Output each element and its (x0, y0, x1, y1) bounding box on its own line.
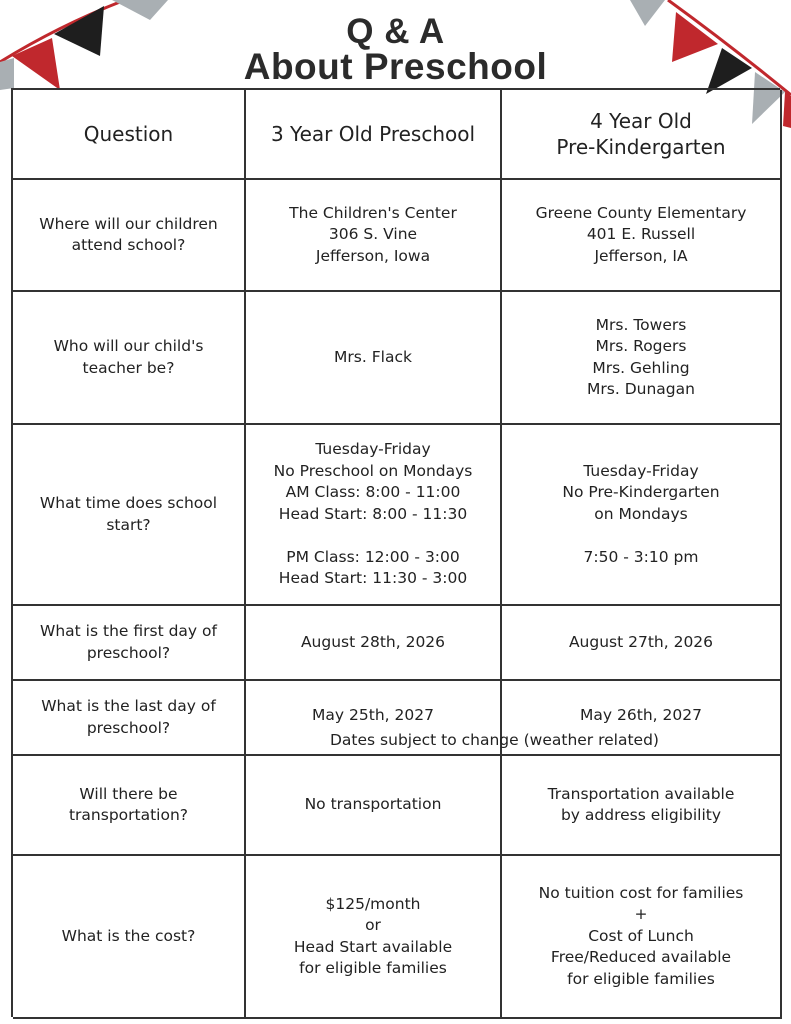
answer-4yr-start-time: Tuesday-Friday No Pre-Kindergarten on Mondays 7:50 - 3:10 pm (502, 425, 782, 606)
question-location: Where will our children attend school? (13, 180, 246, 292)
answer-3yr-last-day: May 25th, 2027 (246, 681, 502, 756)
header-3-year-old: 3 Year Old Preschool (246, 90, 502, 180)
dates-disclaimer: Dates subject to change (weather related) (330, 731, 659, 749)
page-title-line-2: About Preschool (243, 46, 548, 87)
page-title-line-1: Q & A (346, 12, 445, 51)
qa-table (11, 88, 780, 1017)
answer-4yr-last-day: May 26th, 2027 (502, 681, 782, 756)
answer-3yr-first-day: August 28th, 2026 (246, 606, 502, 681)
answer-3yr-cost: $125/month or Head Start available for eligible families (246, 856, 502, 1019)
answer-4yr-cost: No tuition cost for families + Cost of Lunch Free/Reduced available for eligible families (502, 856, 782, 1019)
answer-4yr-location: Greene County Elementary 401 E. Russell Jefferson, IA (502, 180, 782, 292)
header-question: Question (13, 90, 246, 180)
question-teacher: Who will our child's teacher be? (13, 292, 246, 425)
answer-4yr-transportation: Transportation available by address eligibility (502, 756, 782, 856)
question-cost: What is the cost? (13, 856, 246, 1019)
header-4-year-old: 4 Year Old Pre-Kindergarten (502, 90, 782, 180)
question-start-time: What time does school start? (13, 425, 246, 606)
question-transportation: Will there be transportation? (13, 756, 246, 856)
answer-3yr-teacher: Mrs. Flack (246, 292, 502, 425)
answer-3yr-start-time: Tuesday-Friday No Preschool on Mondays AM Class: 8:00 - 11:00 Head Start: 8:00 - 11:30 PM Class: 12:00 - 3:00 Head Start: 11:30 - 3:00 (246, 425, 502, 606)
answer-3yr-transportation: No transportation (246, 756, 502, 856)
answer-4yr-first-day: August 27th, 2026 (502, 606, 782, 681)
answer-3yr-location: The Children's Center 306 S. Vine Jefferson, Iowa (246, 180, 502, 292)
question-first-day: What is the first day of preschool? (13, 606, 246, 681)
question-last-day: What is the last day of preschool? (13, 681, 246, 756)
answer-4yr-teacher: Mrs. Towers Mrs. Rogers Mrs. Gehling Mrs. Dunagan (502, 292, 782, 425)
